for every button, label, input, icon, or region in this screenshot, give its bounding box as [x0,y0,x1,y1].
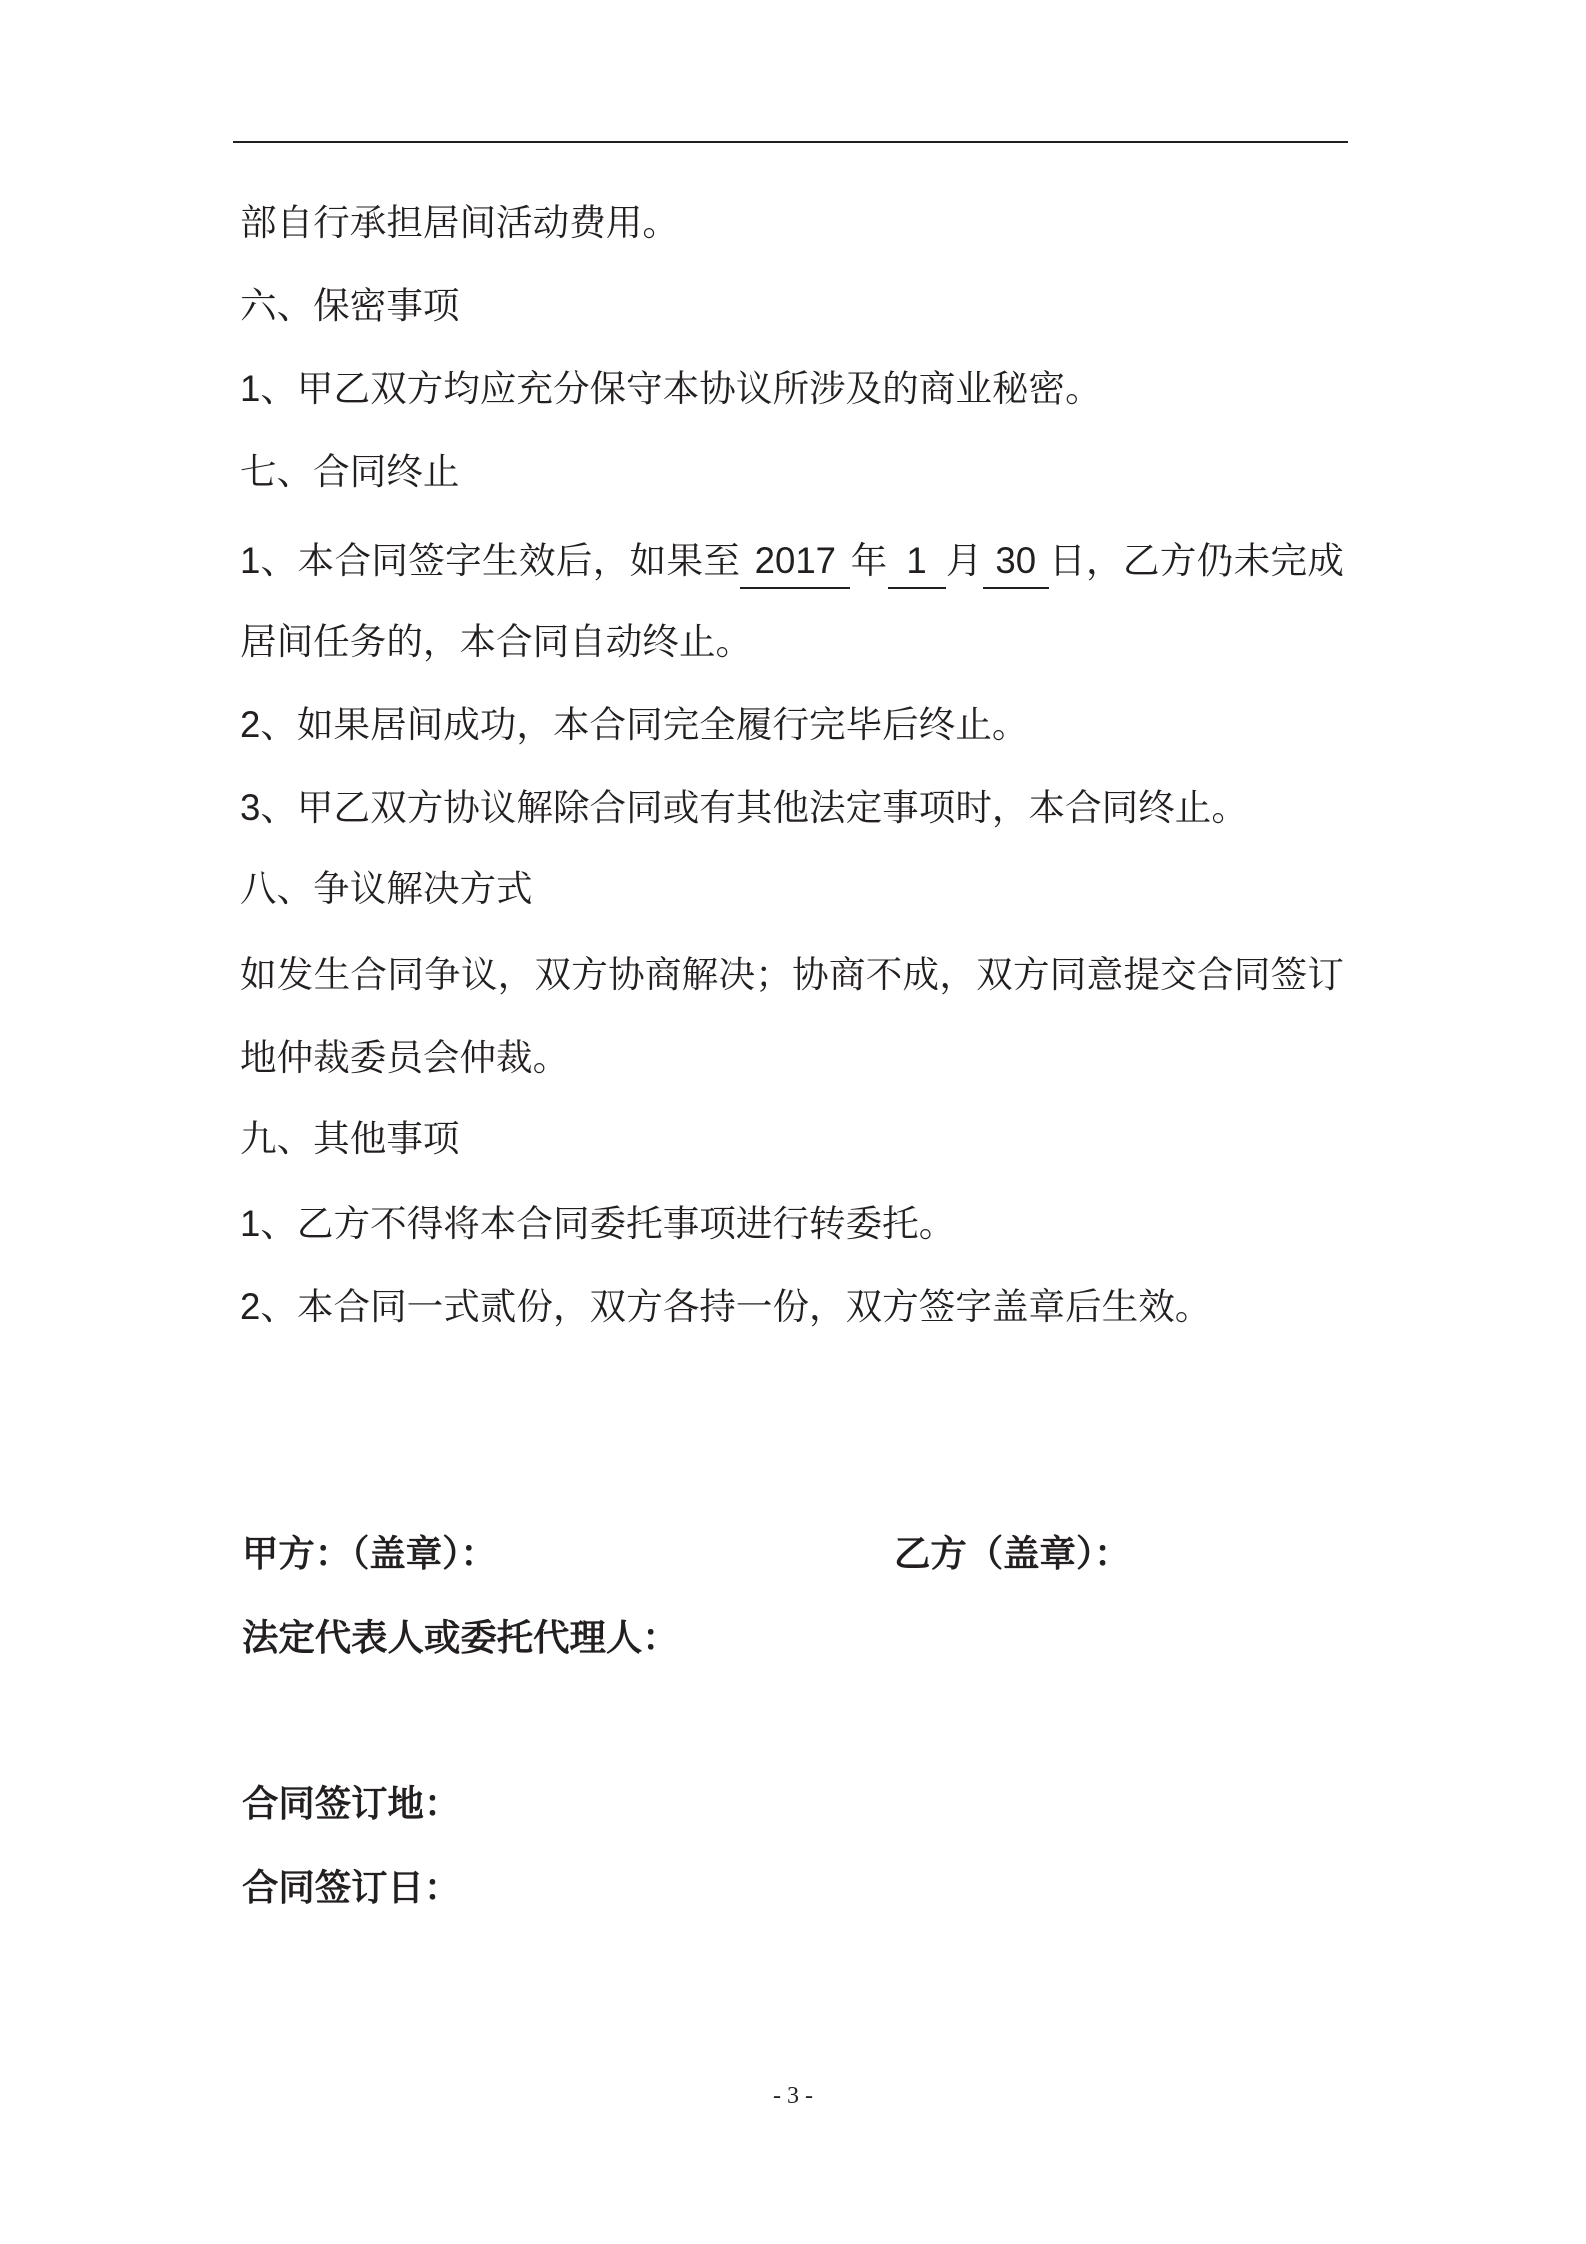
date-year-blank: 2017 [740,543,850,589]
clause-text: 如发生合同争议，双方协商解决；协商不成，双方同意提交合同签订 [240,954,1344,995]
month-unit: 月 [945,540,983,581]
date-month-blank: 1 [888,543,946,589]
signing-place-label: 合同签订地： [242,1783,461,1824]
clause-suffix: ，乙方仍未完成 [1085,540,1344,581]
clause-continuation: 地仲裁委员会仲裁。 [240,1037,570,1078]
continuation-line: 部自行承担居间活动费用。 [240,202,679,243]
representative-label: 法定代表人或委托代理人： [242,1617,679,1658]
day-unit: 日 [1048,540,1086,581]
party-a-seal-label: 甲方：（盖章）： [242,1533,497,1574]
section-heading: 六、保密事项 [240,285,460,326]
clause-text: 1、甲乙双方均应充分保守本协议所涉及的商业秘密。 [240,368,1102,409]
signing-date-label: 合同签订日： [242,1867,461,1908]
clause-text: 2、如果居间成功，本合同完全履行完毕后终止。 [240,704,1029,745]
clause-prefix: 1、本合同签字生效后，如果至 [240,540,741,581]
section-heading: 九、其他事项 [240,1118,460,1159]
page-number: - 3 - [773,2083,813,2109]
clause-text: 1、乙方不得将本合同委托事项进行转委托。 [240,1203,956,1244]
clause-continuation: 居间任务的，本合同自动终止。 [240,621,753,662]
year-unit: 年 [850,540,888,581]
header-rule [233,141,1348,143]
clause-text: 2、本合同一式贰份，双方各持一份，双方签字盖章后生效。 [240,1286,1212,1327]
section-heading: 七、合同终止 [240,451,460,492]
section-heading: 八、争议解决方式 [240,868,533,909]
date-day-blank: 30 [983,543,1049,589]
clause-text: 3、甲乙双方协议解除合同或有其他法定事项时，本合同终止。 [240,787,1248,828]
party-b-seal-label: 乙方（盖章）： [894,1533,1131,1574]
termination-clause-line [240,530,1344,592]
